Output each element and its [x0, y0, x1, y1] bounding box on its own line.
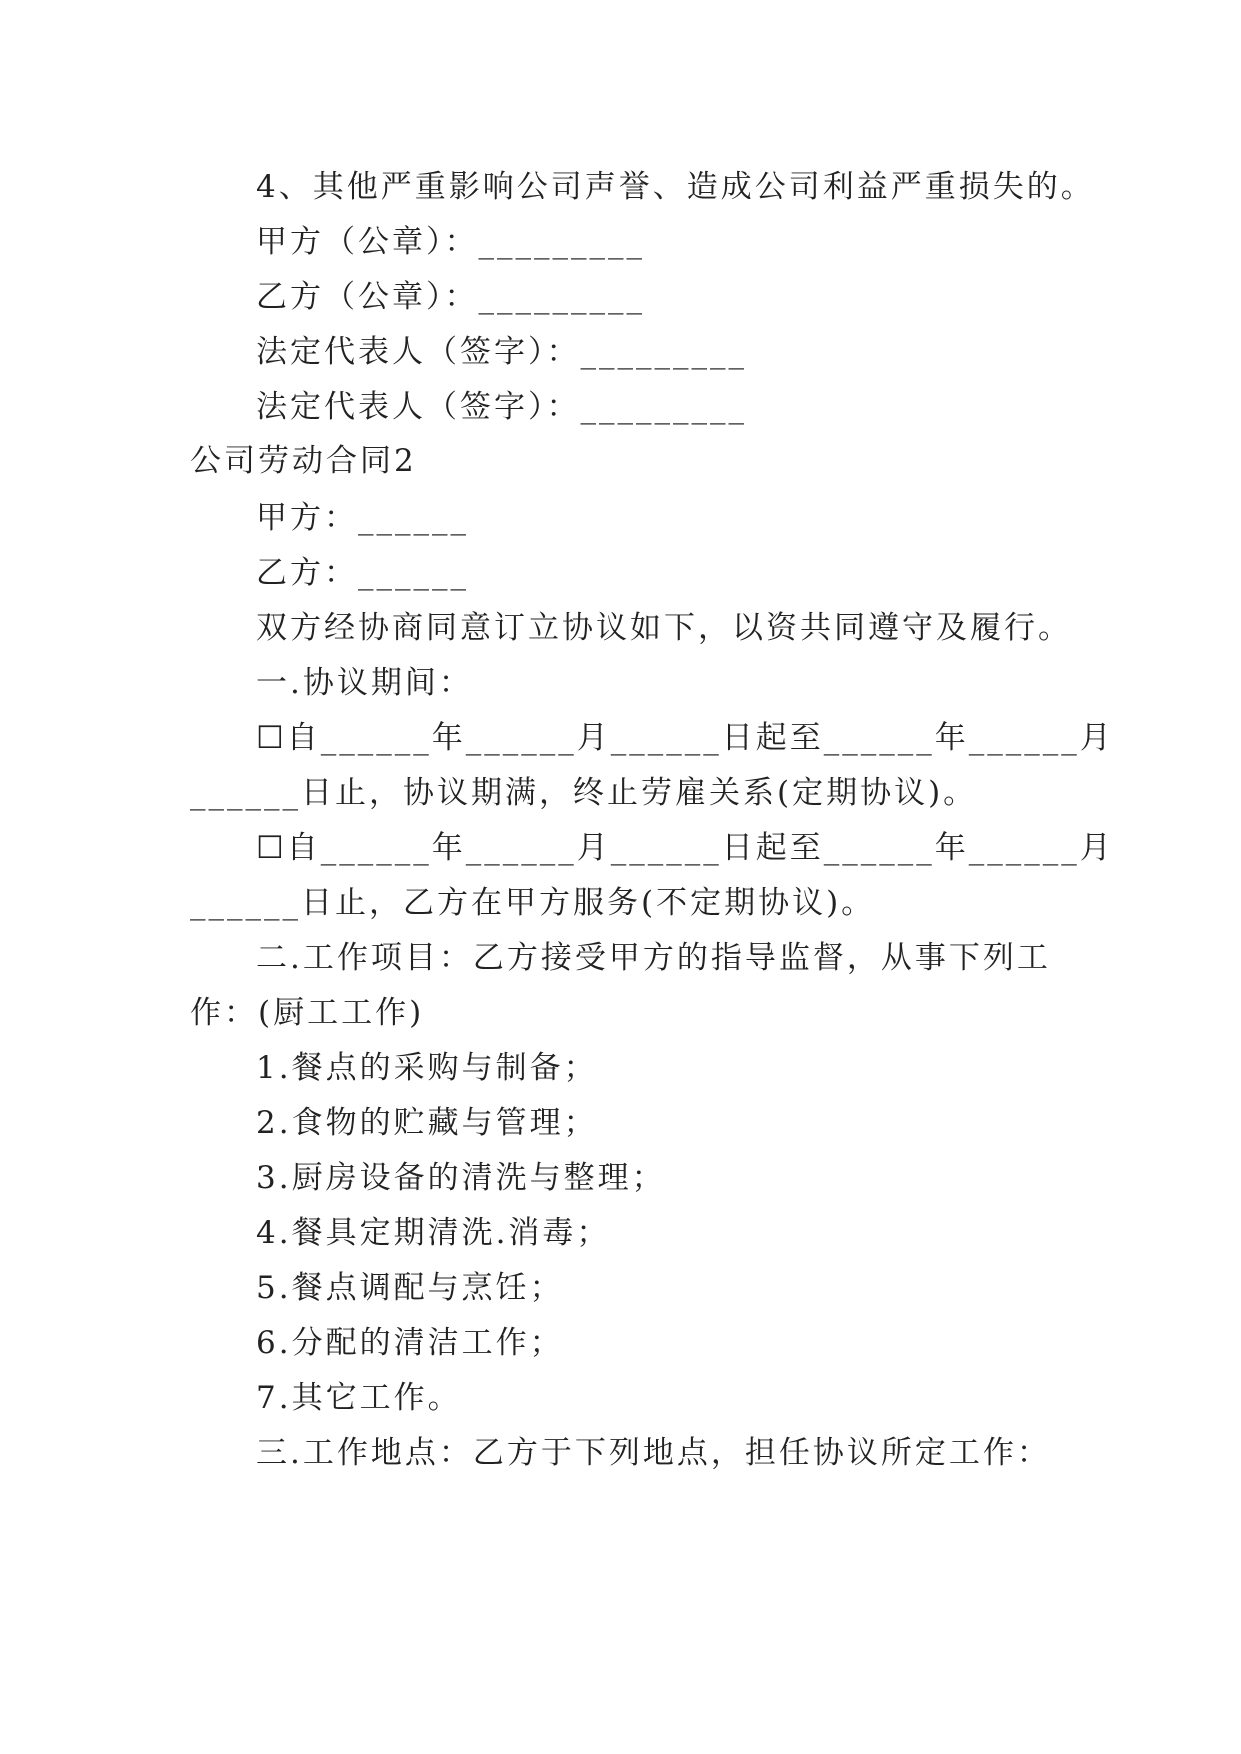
party-a-line: 甲方：______	[256, 500, 469, 536]
indefinite-term-option-line-2: ______日止，乙方在甲方服务(不定期协议)。	[190, 885, 876, 921]
work-location-heading: 三.工作地点：乙方于下列地点，担任协议所定工作：	[256, 1435, 1051, 1471]
work-items-heading-line-1: 二.工作项目：乙方接受甲方的指导监督，从事下列工	[256, 940, 1051, 976]
party-b-line: 乙方：______	[256, 555, 469, 591]
fixed-term-option-line-2: ______日止，协议期满，终止劳雇关系(定期协议)。	[190, 775, 978, 811]
party-b-seal-line: 乙方（公章）：_________	[256, 279, 645, 315]
work-item-6: 6.分配的清洁工作；	[256, 1325, 564, 1361]
work-item-1: 1.餐点的采购与制备；	[256, 1050, 598, 1086]
legal-representative-signature-line-2: 法定代表人（签字）：_________	[256, 389, 747, 425]
work-item-3: 3.厨房设备的清洗与整理；	[256, 1160, 666, 1196]
work-item-2: 2.食物的贮藏与管理；	[256, 1105, 598, 1141]
party-a-seal-line: 甲方（公章）：_________	[256, 224, 645, 260]
work-item-4: 4.餐具定期清洗.消毒；	[256, 1215, 611, 1251]
clause-4-text: 4、其他严重影响公司声誉、造成公司利益严重损失的。	[256, 169, 1095, 205]
agreement-period-heading: 一.协议期间：	[256, 665, 473, 701]
work-items-heading-line-2: 作：(厨工工作)	[190, 995, 425, 1031]
indefinite-term-option-line-1: ☐自______年______月______日起至______年______月	[256, 830, 1114, 866]
work-item-7: 7.其它工作。	[256, 1380, 462, 1416]
agreement-intro: 双方经协商同意订立协议如下，以资共同遵守及履行。	[256, 610, 1072, 646]
section-title: 公司劳动合同2	[190, 443, 417, 479]
fixed-term-option-line-1: ☐自______年______月______日起至______年______月	[256, 720, 1114, 756]
legal-representative-signature-line-1: 法定代表人（签字）：_________	[256, 334, 747, 370]
work-item-5: 5.餐点调配与烹饪；	[256, 1270, 564, 1306]
